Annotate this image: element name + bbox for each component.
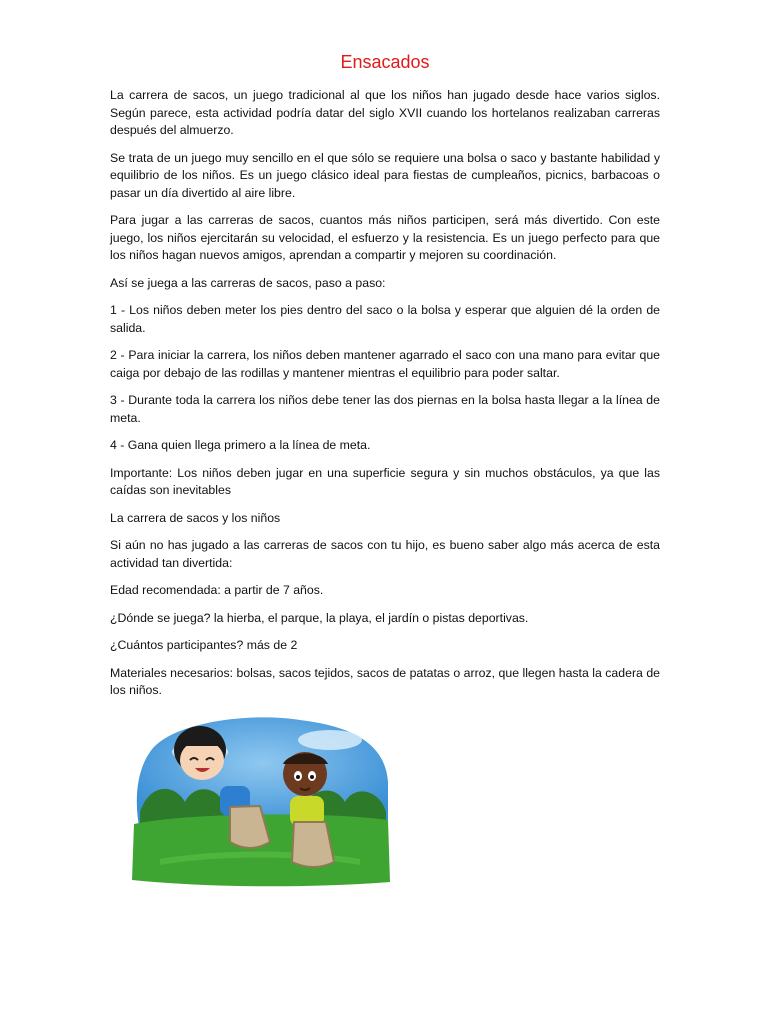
info-item: ¿Cuántos participantes? más de 2	[110, 638, 298, 652]
info-item: Materiales necesarios: bolsas, sacos tejidos, sacos de patatas o arroz, que llegen hasta la cadera de los niños.	[110, 665, 660, 697]
section-heading: La carrera de sacos y los niños	[110, 510, 281, 525]
page-title: Ensacados	[340, 52, 430, 72]
step-item: 2 - Para iniciar la carrera, los niños deben mantener agarrado el saco con una mano para evitar que caiga por debajo de las rodillas y mantener mientras el equilibrio para poder saltar.	[110, 348, 660, 380]
paragraph: Así se juega a las carreras de sacos, paso a paso:	[110, 275, 386, 290]
sack-race-illustration	[130, 712, 392, 892]
document-body	[110, 52, 660, 710]
sack-race-drawing	[130, 712, 392, 892]
info-item: ¿Dónde se juega? la hierba, el parque, la playa, el jardín o pistas deportivas.	[110, 610, 529, 625]
paragraph: Se trata de un juego muy sencillo en el que sólo se requiere una bolsa o saco y bastante habilidad y equilibrio de los niños. Es un juego clásico ideal para fiestas de cumpleaños, picnics, barbacoas o pasar un día divertido al aire libre.	[110, 150, 660, 200]
step-item: 1 - Los niños deben meter los pies dentro del saco o la bolsa y esperar que alguien dé la orden de salida.	[110, 303, 660, 335]
paragraph: Para jugar a las carreras de sacos, cuantos más niños participen, será más divertido. Con este juego, los niños ejercitarán su velocidad, el esfuerzo y la resistencia. Es un juego perfecto para que los niños hagan nuevos amigos, aprendan a compartir y mejoren su coordinación.	[110, 213, 660, 262]
step-item: 3 - Durante toda la carrera los niños debe tener las dos piernas en la bolsa hasta llegar a la línea de meta.	[110, 393, 660, 425]
step-item: 4 - Gana quien llega primero a la línea de meta.	[110, 438, 371, 452]
paragraph: Importante: Los niños deben jugar en una superficie segura y sin muchos obstáculos, ya que las caídas son inevitables	[110, 465, 660, 497]
info-item: Edad recomendada: a partir de 7 años.	[110, 583, 324, 597]
paragraph: Si aún no has jugado a las carreras de sacos con tu hijo, es bueno saber algo más acerca de esta actividad tan divertida:	[110, 538, 660, 570]
paragraph: La carrera de sacos, un juego tradicional al que los niños han jugado desde hace varios siglos. Según parece, esta actividad podría datar del siglo XVII cuando los hortelanos realizaban carreras después del almuerzo.	[110, 88, 660, 137]
